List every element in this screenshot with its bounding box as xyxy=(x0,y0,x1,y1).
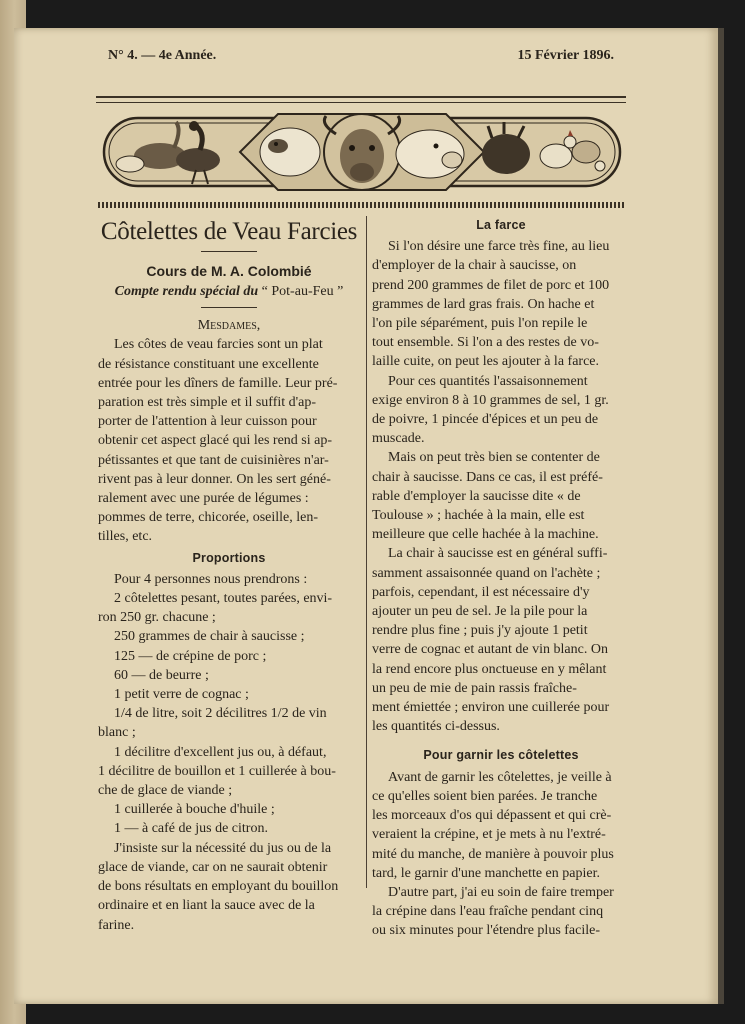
ornamental-rule xyxy=(98,202,626,208)
text-line: Pour 4 personnes nous prendrons : xyxy=(114,571,308,587)
issue-date: 15 Février 1896. xyxy=(517,48,614,63)
text-line: Les côtes de veau farcies sont un plat xyxy=(114,337,323,353)
text-line: grammes de lard gras frais. On hache et xyxy=(372,296,595,312)
text-line: tard, le garnir d'une manchette en papier. xyxy=(372,865,600,881)
text-line: ordinaire et en liant la sauce avec de la xyxy=(98,898,315,914)
text-line: ou six minutes pour l'étendre plus facile- xyxy=(372,923,601,939)
text-line: porter de l'attention à leur cuisson pour xyxy=(98,414,317,430)
proportions-heading: Proportions xyxy=(192,550,266,565)
text-line: 1/4 de litre, soit 2 décilitres 1/2 de vin xyxy=(114,706,327,722)
report-line-journal: “ Pot-au-Feu ” xyxy=(261,284,344,300)
ox-illustration xyxy=(324,114,400,190)
text-line: D'autre part, j'ai eu soin de faire tremper xyxy=(388,884,614,900)
text-line: muscade. xyxy=(372,431,425,447)
article-title: Côtelettes de Veau Farcies xyxy=(100,218,358,245)
text-line: Si l'on désire une farce très fine, au lieu xyxy=(388,239,610,255)
column-divider xyxy=(366,216,367,888)
text-line: exige environ 8 à 10 grammes de sel, 1 gr. xyxy=(372,392,609,408)
text-line: 1 décilitre de bouillon et 1 cuillerée à bou- xyxy=(98,763,336,779)
right-column xyxy=(372,214,630,941)
text-line: La chair à saucisse est en général suffi- xyxy=(388,546,608,562)
title-rule xyxy=(201,251,257,252)
text-line: glace de viande, car on ne saurait obtenir xyxy=(98,859,328,875)
issue-number: N° 4. — 4e Année. xyxy=(108,48,217,63)
text-line: tout ensemble. Si l'on a des restes de vo- xyxy=(372,335,599,351)
course-line: Cours de M. A. Colombié xyxy=(146,263,312,280)
text-line: ce qu'elles soient bien parées. Je tranche xyxy=(372,788,598,804)
text-line: 2 côtelettes pesant, toutes parées, envi- xyxy=(114,591,333,607)
text-line: samment assaisonnée quand on l'achète ; xyxy=(372,565,601,581)
text-line: ralement avec une purée de légumes : xyxy=(98,491,309,507)
page-header xyxy=(96,48,626,68)
pig-illustration xyxy=(396,130,464,178)
intro-paragraph xyxy=(98,335,360,546)
subtitle-rule xyxy=(201,307,257,308)
farce-section xyxy=(372,237,630,736)
text-line: farine. xyxy=(98,917,135,933)
text-line: un peu de mie de pain rassis fraîche- xyxy=(372,680,577,696)
text-line: les morceaux d'os qui dépassent et qui crè- xyxy=(372,808,612,824)
text-line: mité du manche, de manière à pouvoir plus xyxy=(372,846,614,862)
farce-heading: La farce xyxy=(476,218,526,232)
proportions-list xyxy=(98,570,360,935)
garnir-section xyxy=(372,768,630,941)
text-line: 1 cuillerée à bouche d'huile ; xyxy=(114,802,275,818)
text-line: la rend encore plus onctueuse en y mêlant xyxy=(372,661,607,677)
text-line: rivent pas à leur donner. On les sert géné- xyxy=(98,471,331,487)
farm-animals-vignette xyxy=(100,108,624,196)
text-line: de résistance constituant une excellente xyxy=(98,356,319,372)
left-column xyxy=(98,214,360,935)
text-line: 250 grammes de chair à saucisse ; xyxy=(114,629,305,645)
text-line: J'insiste sur la nécessité du jus ou de la xyxy=(114,840,332,856)
text-line: obtenir cet aspect glacé qui les rend si ap- xyxy=(98,433,333,449)
text-line: 125 — de crépine de porc ; xyxy=(114,648,267,664)
text-line: l'on pile séparément, puis l'on repile le xyxy=(372,316,588,332)
text-line: 1 — à café de jus de citron. xyxy=(114,821,268,837)
text-line: rable d'employer la saucisse dite « de xyxy=(372,488,581,504)
text-line: paration est très simple et il suffit d'ap- xyxy=(98,395,317,411)
text-line: blanc ; xyxy=(98,725,136,741)
text-line: rendre plus fine ; puis j'y ajoute 1 petit xyxy=(372,623,588,639)
text-line: laille cuite, on peut les ajouter à la farce. xyxy=(372,354,600,370)
text-line: chair à saucisse. Dans ce cas, il est préfé- xyxy=(372,469,603,485)
text-line: ment émiettée ; environ une cuillerée pour xyxy=(372,700,610,716)
text-line: parfois, cependant, il est nécessaire d'y xyxy=(372,584,590,600)
text-line: de poivre, 1 pincée d'épices et un peu de xyxy=(372,412,599,428)
report-line-italic: Compte rendu spécial du xyxy=(114,284,259,300)
text-line: ajouter un peu de sel. Je la pile pour la xyxy=(372,604,588,620)
text-line: meilleure que celle hachée à la machine. xyxy=(372,527,599,543)
text-line: ron 250 gr. chacune ; xyxy=(98,610,216,626)
text-line: de bons résultats en employant du bouillon xyxy=(98,879,339,895)
page-edge xyxy=(718,28,724,1004)
header-rule xyxy=(96,96,626,103)
text-line: la crépine dans l'eau fraîche pendant cinq xyxy=(372,904,604,920)
garnir-heading: Pour garnir les côtelettes xyxy=(423,748,579,763)
report-line xyxy=(98,282,360,301)
text-line: verre de cognac et autant de vin blanc. On xyxy=(372,642,608,658)
text-line: Avant de garnir les côtelettes, je veille à xyxy=(388,769,612,785)
text-line: pétissantes et que tant de cuisinières n'ar- xyxy=(98,452,329,468)
text-line: veraient la crépine, et je mets à nu l'extré- xyxy=(372,827,606,843)
vignette-drawing xyxy=(100,108,624,196)
text-line: Toulouse » ; hachée à la main, elle est xyxy=(372,508,585,524)
text-line: 1 décilitre d'excellent jus ou, à défaut, xyxy=(114,744,327,760)
text-line: d'employer de la chair à saucisse, on xyxy=(372,258,577,274)
text-line: 1 petit verre de cognac ; xyxy=(114,687,249,703)
sheep-illustration xyxy=(260,128,320,176)
text-line: tilles, etc. xyxy=(98,529,153,545)
text-line: entrée pour les dîners de famille. Leur pré- xyxy=(98,375,338,391)
text-line: prend 200 grammes de filet de porc et 100 xyxy=(372,277,610,293)
text-line: pommes de terre, chicorée, oseille, len- xyxy=(98,510,319,526)
text-line: Pour ces quantités l'assaisonnement xyxy=(388,373,588,389)
text-line: Mais on peut très bien se contenter de xyxy=(388,450,600,466)
text-line: les quantités ci-dessus. xyxy=(372,719,500,735)
text-line: che de glace de viande ; xyxy=(98,783,233,799)
text-line: 60 — de beurre ; xyxy=(114,667,209,683)
salutation: Mesdames, xyxy=(197,318,261,334)
